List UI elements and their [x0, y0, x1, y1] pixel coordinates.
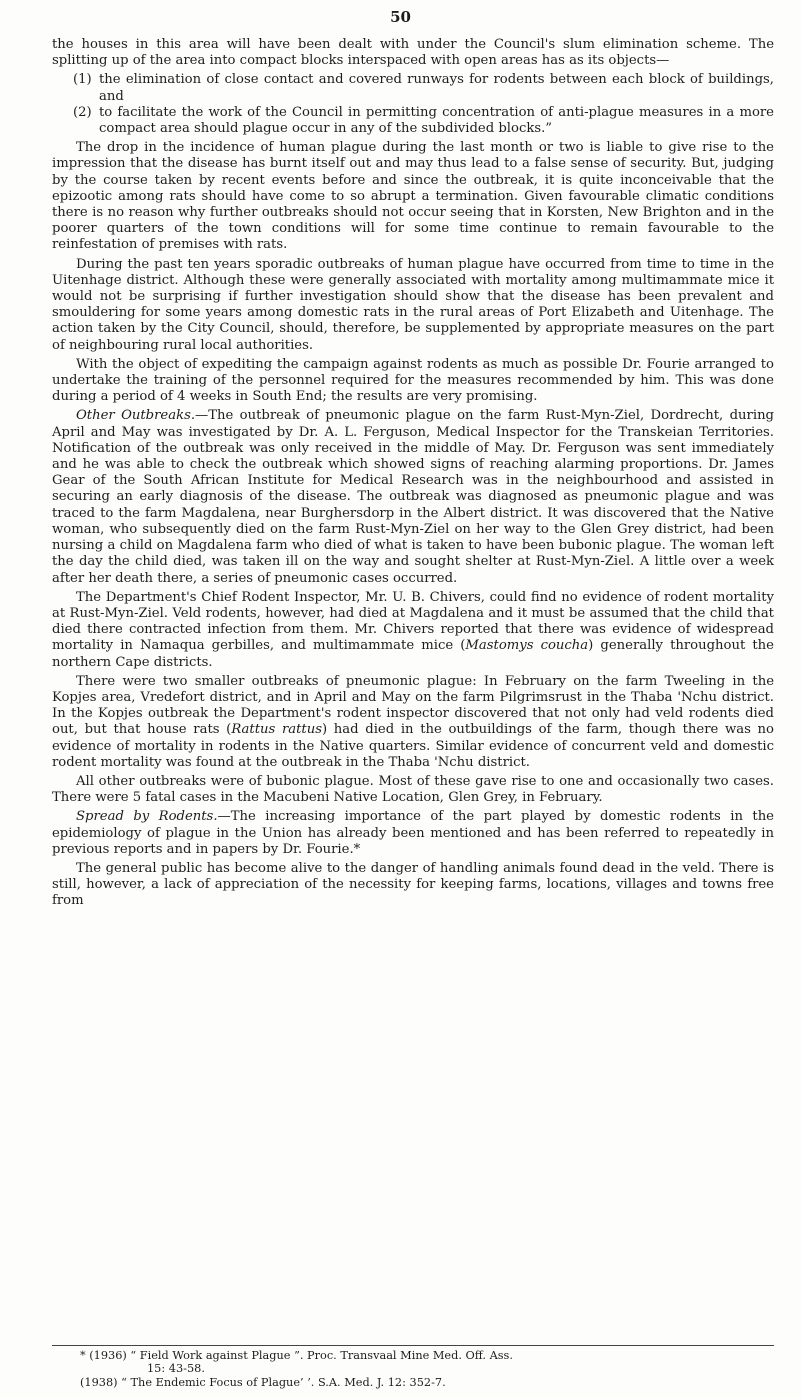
- footnote-divider: [52, 1345, 774, 1346]
- section-heading: Other Outbreaks.: [76, 408, 196, 424]
- section-heading: Spread by Rodents.: [76, 809, 218, 825]
- paragraph-text: The Department's Chief Rodent Inspector, Mr. U. B. Chivers, could find no evidence of rodent mortality at Rust-Myn-Ziel. Veld rodents, however, had died at Magdalena and it must be assumed that the child that died there contracted infection from them. Mr. Chivers reported that there was evidence of widespread mortality in Namaqua gerbilles, and multimammate mice (: [52, 589, 774, 654]
- paragraph: The general public has become alive to the danger of handling animals found dead in the veld. There is still, however, a lack of appreciation of the necessity for keeping farms, locations, villages and towns free from: [52, 860, 774, 909]
- list-item: [73, 72, 774, 104]
- list-text: to facilitate the work of the Council in permitting concentration of anti-plague measures in a more compact area should plague occur in any of the subdivided blocks.”: [99, 104, 774, 137]
- species-name: Mastomys coucha: [465, 638, 589, 654]
- paragraph: All other outbreaks were of bubonic plague. Most of these gave rise to one and occasionally two cases. There were 5 fatal cases in the Macubeni Native Location, Glen Grey, in February.: [52, 773, 774, 806]
- paragraph-spread-by-rodents: [52, 809, 774, 858]
- footnotes: [80, 1349, 780, 1389]
- body-text: [52, 37, 774, 913]
- footnote-line: 15: 43-58.: [147, 1362, 205, 1376]
- paragraph-text: ) had died in the outbuildings of the farm, though there was no evidence of mortality in rodents in the Native quarters. Similar evidence of concurrent veld and domestic rodent mortality was found at the outbreak in the Thaba 'Nchu district.: [52, 722, 774, 770]
- paragraph-text: ) generally throughout the northern Cape districts.: [52, 638, 774, 670]
- paragraph: [52, 590, 774, 671]
- paragraph: The drop in the incidence of human plague during the last month or two is liable to give rise to the impression that the disease has burnt itself out and may thus lead to a false sense of security. But, judging by the course taken by recent events before and since the outbreak, it is quite inconceivable that the epizootic among rats should have come to so abrupt a termination. Given favourable climatic conditions there is no reason why further outbreaks should not occur seeing that in Korsten, New Brighton and in the poorer quarters of the town conditions will for some time continue to remain favourable to the reinfestation of premises with rats.: [52, 140, 774, 253]
- list-number: (1): [73, 72, 92, 88]
- paragraph-other-outbreaks: [52, 408, 774, 586]
- list-text: the elimination of close contact and covered runways for rodents between each block of buildings, and: [99, 72, 774, 104]
- paragraph-text: There were two smaller outbreaks of pneumonic plague: In February on the farm Tweeling in the Kopjes area, Vredefort district, and in April and May on the farm Pilgrimsrust in the Thaba 'Nchu district. In the Kopjes outbreak the Department's rodent inspector discovered that not only had veld rodents died out, but that house rats (: [52, 673, 774, 738]
- paragraph: [52, 674, 774, 771]
- objectives-list: [52, 72, 774, 137]
- footnote-line: (1938) “ The Endemic Focus of Plague’ ’. S.A. Med. J. 12: 352-7.: [80, 1375, 446, 1389]
- page-number: 50: [390, 8, 411, 26]
- paragraph: During the past ten years sporadic outbreaks of human plague have occurred from time to time in the Uitenhage district. Although these were generally associated with mortality among multimammate mice it would not be surprising if further investigation should show that the disease has been prevalent and smouldering for some years among domestic rats in the rural areas of Port Elizabeth and Uitenhage. The action taken by the City Council, should, therefore, be supplemented by appropriate measures on the part of neighbouring rural local authorities.: [52, 256, 774, 353]
- list-item: [73, 105, 774, 137]
- paragraph-text: —The outbreak of pneumonic plague on the farm Rust-Myn-Ziel, Dordrecht, during April and May was investigated by Dr. A. L. Ferguson, Medical Inspector for the Transkeian Territories. Notification of the outbreak was only received in the middle of May. Dr. Ferguson was sent immediately and he was able to check the outbreak which showed signs of reaching alarming proportions. Dr. James Gear of the South African Institute for Medical Research was in the neighbourhood and assisted in securing an early diagnosis of the disease. The outbreak was diagnosed as pneumonic plague and was traced to the farm Magdalena, near Burghersdorp in the Albert district. It was discovered that the Native woman, who subsequently died on the farm Rust-Myn-Ziel on her way to the Glen Grey district, had been nursing a child on Magdalena farm who died of what is taken to have been bubonic plague. The woman left the day the child died, was taken ill on the way and sought shelter at Rust-Myn-Ziel. A little over a week after her death there, a series of pneumonic cases occurred.: [52, 408, 774, 586]
- list-number: (2): [73, 104, 92, 120]
- paragraph: the houses in this area will have been dealt with under the Council's slum elimination scheme. The splitting up of the area into compact blocks interspaced with open areas has as its objects—: [52, 37, 774, 69]
- footnote-line: * (1936) “ Field Work against Plague ”. Proc. Transvaal Mine Med. Off. Ass.: [80, 1349, 513, 1362]
- species-name: Rattus rattus: [231, 722, 322, 738]
- paragraph-text: —The increasing importance of the part played by domestic rodents in the epidemiology of plague in the Union has already been mentioned and has been referred to repeatedly in previous reports and in papers by Dr. Fourie.*: [52, 809, 774, 857]
- paragraph: With the object of expediting the campaign against rodents as much as possible Dr. Fourie arranged to undertake the training of the personnel required for the measures recommended by him. This was done during a period of 4 weeks in South End; the results are very promising.: [52, 356, 774, 405]
